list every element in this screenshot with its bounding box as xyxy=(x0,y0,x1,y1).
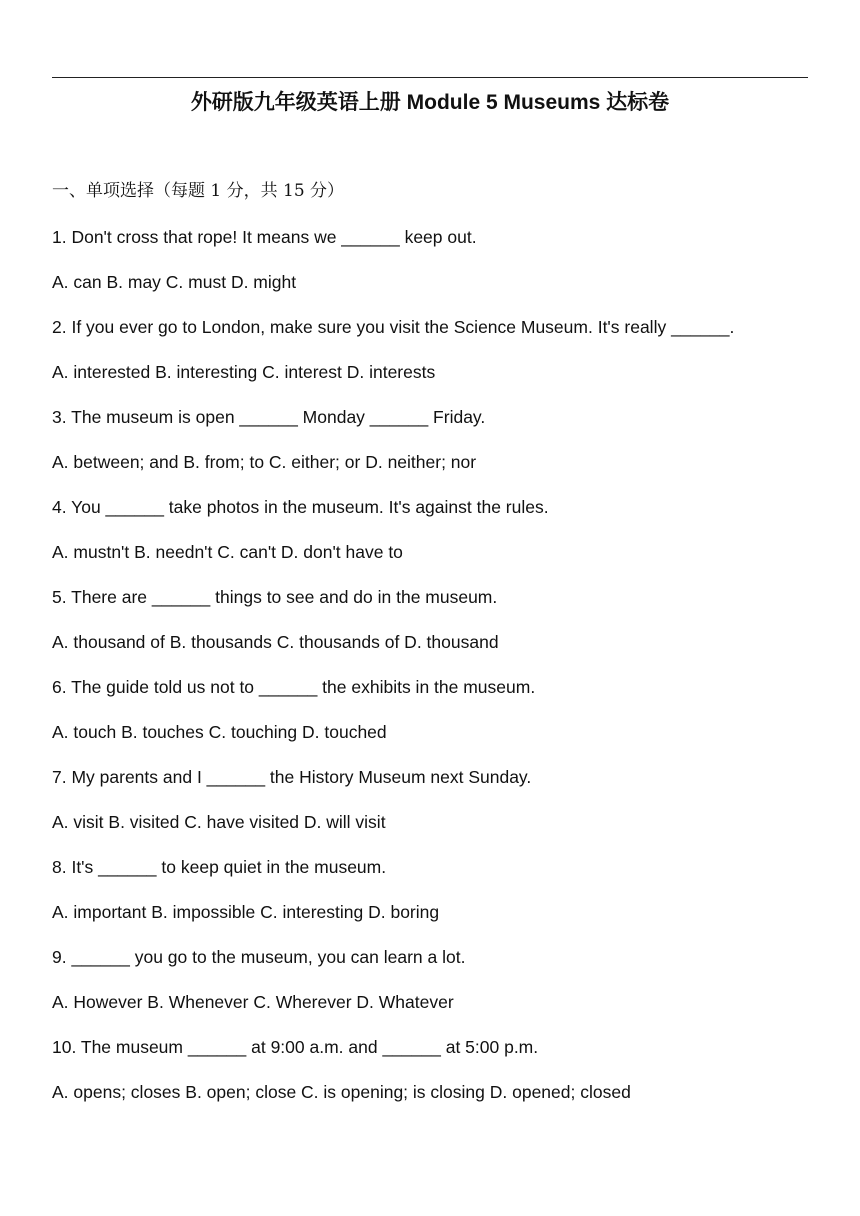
question-stem: 4. You ______ take photos in the museum. It's against the rules. xyxy=(52,497,549,517)
question-stem: 8. It's ______ to keep quiet in the museum. xyxy=(52,857,387,877)
question-list xyxy=(52,224,832,1124)
question-stem: 5. There are ______ things to see and do in the museum. xyxy=(52,587,498,607)
question-item xyxy=(52,404,832,494)
question-item xyxy=(52,494,832,584)
question-options: A. between; and B. from; to C. either; or D. neither; nor xyxy=(52,452,477,472)
question-stem: 2. If you ever go to London, make sure you visit the Science Museum. It's really ______. xyxy=(52,317,735,337)
question-item xyxy=(52,944,832,1034)
question-options: A. visit B. visited C. have visited D. will visit xyxy=(52,812,386,832)
question-options: A. mustn't B. needn't C. can't D. don't have to xyxy=(52,542,403,562)
question-options: A. interested B. interesting C. interest D. interests xyxy=(52,362,436,382)
question-options: A. important B. impossible C. interesting D. boring xyxy=(52,902,440,922)
question-options: A. can B. may C. must D. might xyxy=(52,272,297,292)
question-item xyxy=(52,854,832,944)
question-item xyxy=(52,584,832,674)
question-stem: 7. My parents and I ______ the History Museum next Sunday. xyxy=(52,767,532,787)
question-item xyxy=(52,764,832,854)
question-options: A. touch B. touches C. touching D. touched xyxy=(52,722,387,742)
question-item xyxy=(52,1034,832,1124)
question-stem: 10. The museum ______ at 9:00 a.m. and ______ at 5:00 p.m. xyxy=(52,1037,539,1057)
question-options: A. However B. Whenever C. Wherever D. Whatever xyxy=(52,992,454,1012)
page-title: 外研版九年级英语上册 Module 5 Museums 达标卷 xyxy=(190,91,670,114)
question-item xyxy=(52,224,832,314)
question-stem: 1. Don't cross that rope! It means we ______ keep out. xyxy=(52,227,477,247)
header-rule xyxy=(52,77,808,78)
question-stem: 6. The guide told us not to ______ the exhibits in the museum. xyxy=(52,677,536,697)
question-stem: 3. The museum is open ______ Monday ______ Friday. xyxy=(52,407,486,427)
question-options: A. opens; closes B. open; close C. is opening; is closing D. opened; closed xyxy=(52,1082,631,1102)
section-heading: 一、单项选择（每题 1 分，共 15 分） xyxy=(52,181,345,201)
question-item xyxy=(52,674,832,764)
question-item xyxy=(52,314,832,404)
question-options: A. thousand of B. thousands C. thousands of D. thousand xyxy=(52,632,499,652)
question-stem: 9. ______ you go to the museum, you can learn a lot. xyxy=(52,947,466,967)
